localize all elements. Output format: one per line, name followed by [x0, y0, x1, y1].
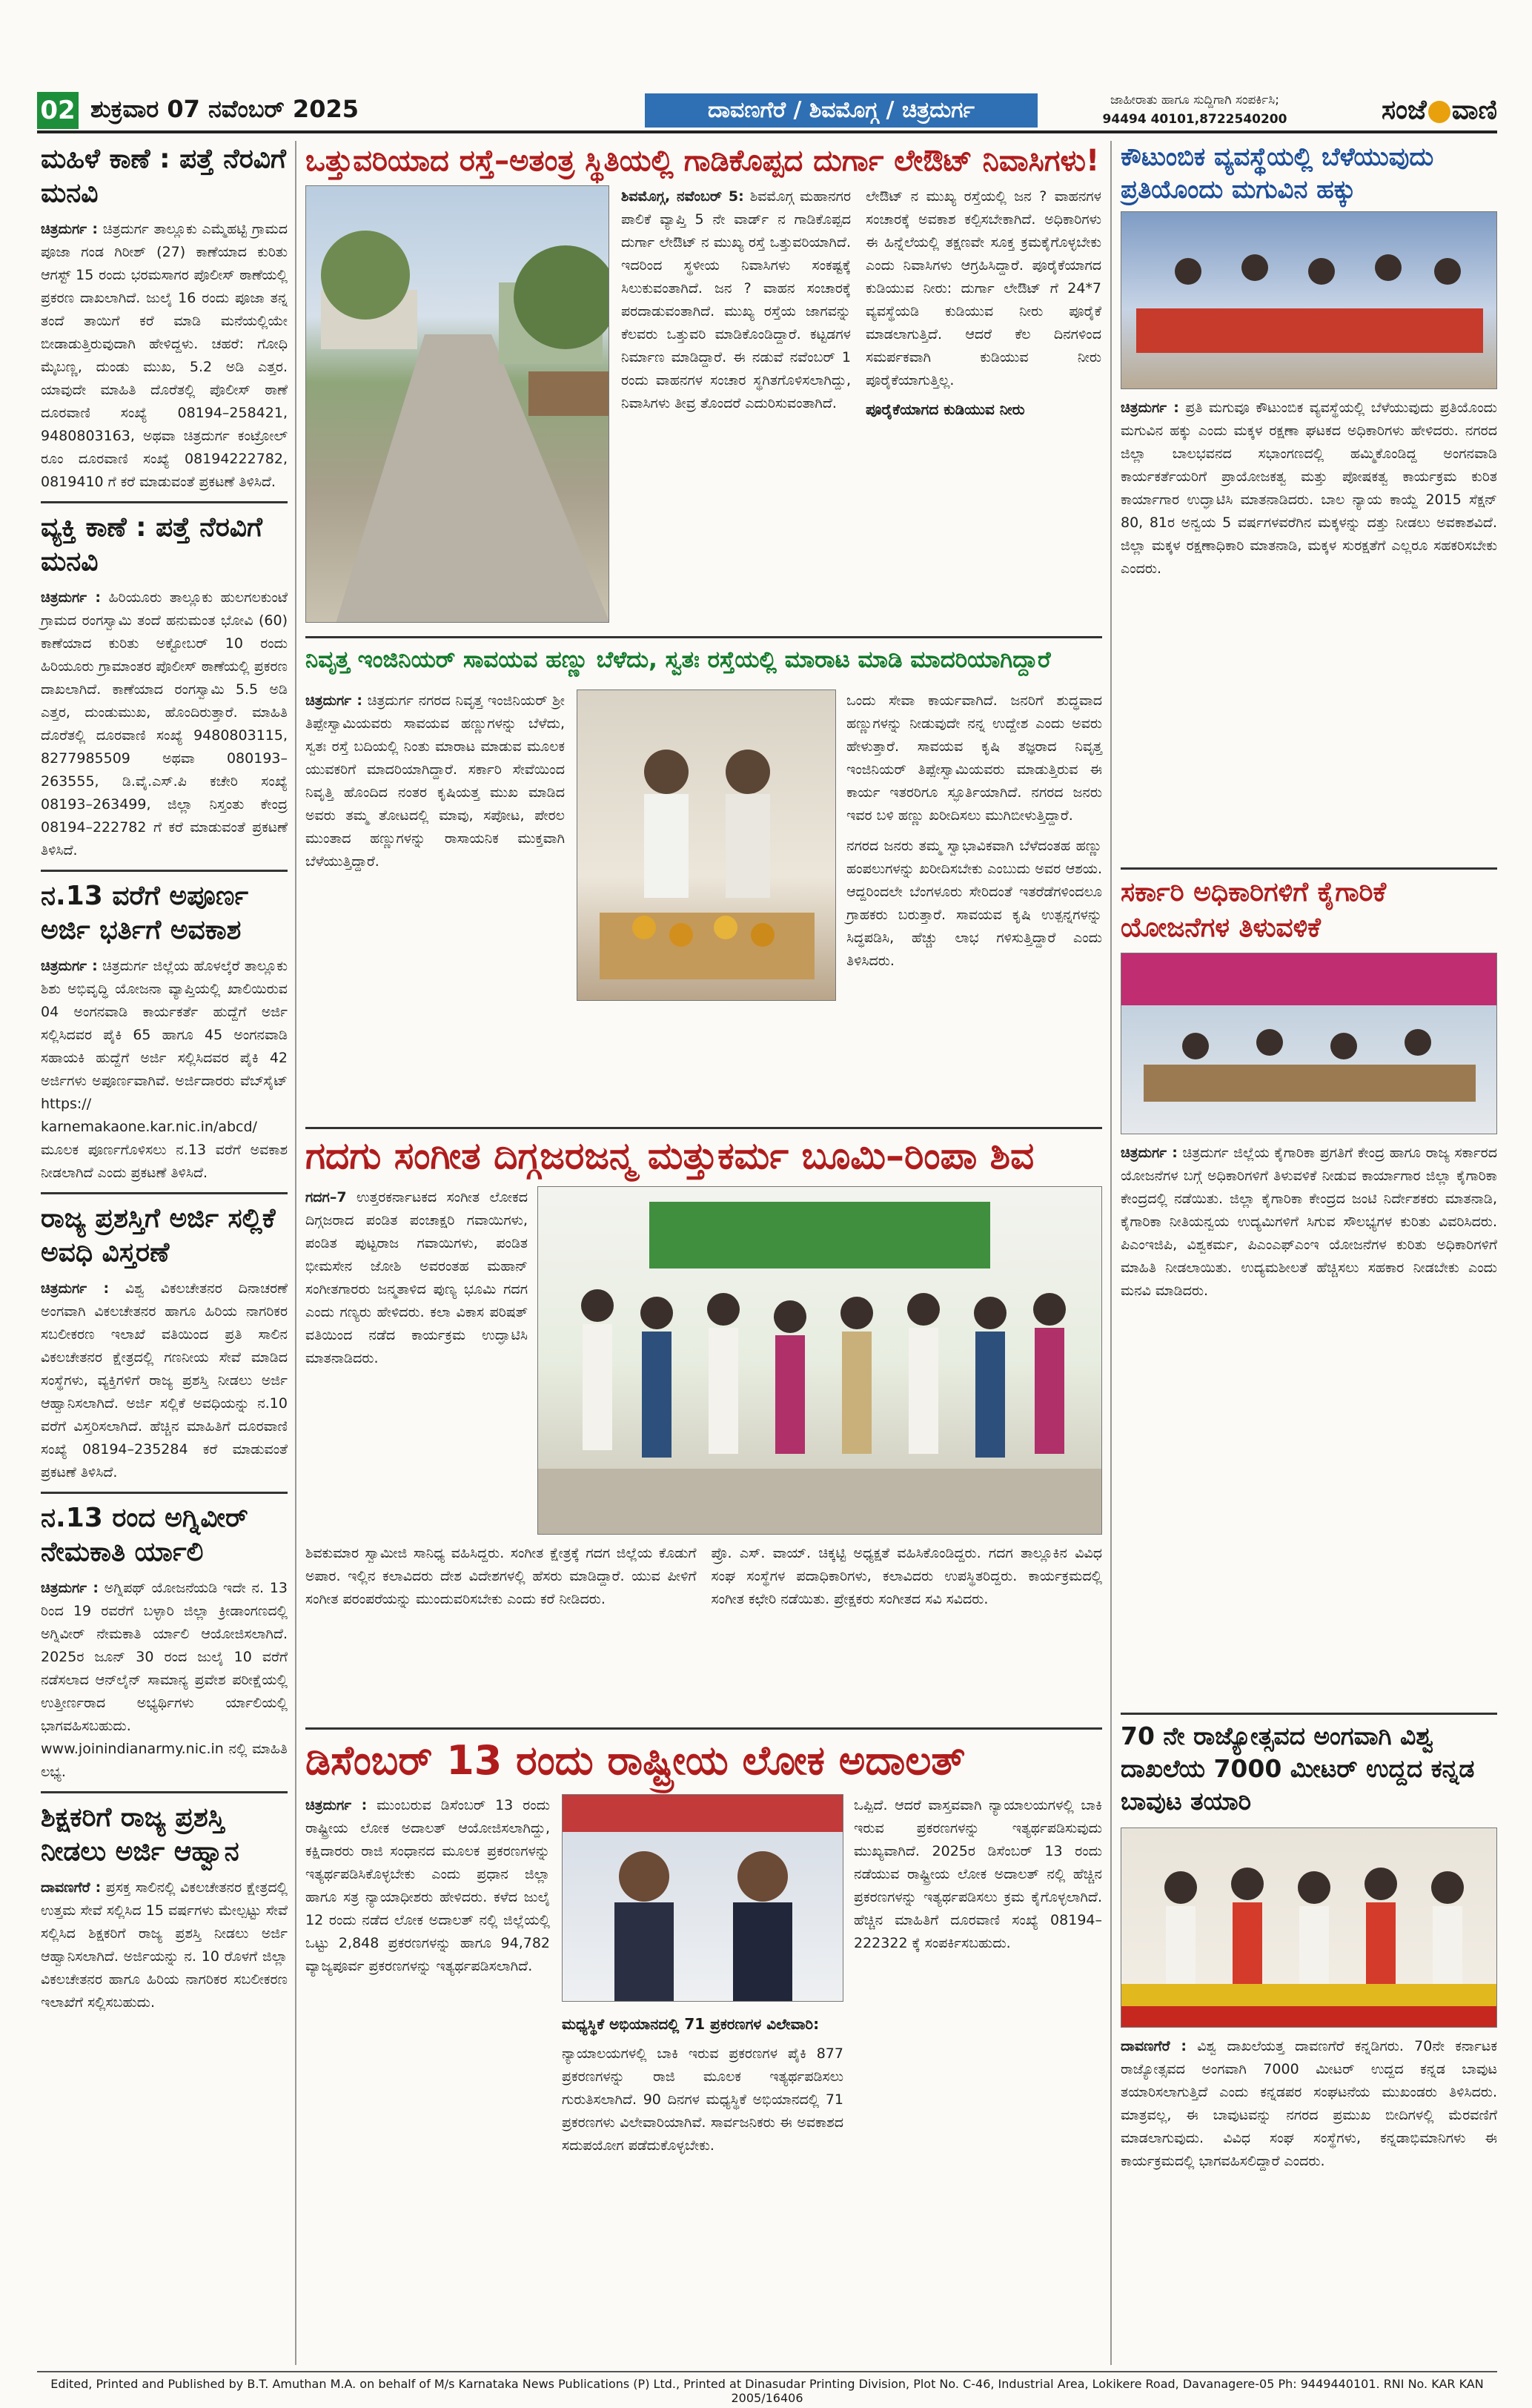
- ad-contact-line2: 94494 40101,8722540200: [1102, 112, 1287, 127]
- story4-col-1: [305, 1794, 550, 1978]
- article-text: ಚಿತ್ರದುರ್ಗ ತಾಲ್ಲೂಕು ಎಮ್ಮೆಹಟ್ಟಿ ಗ್ರಾಮದ ಪೂಜಾ ಗಂಡ ಗಿರೀಶ್ (27) ಕಾಣೆಯಾದ ಕುರಿತು ಆಗಸ್ಟ್ 15 ರಂದು ಭರಮಸಾಗರ ಪೊಲೀಸ್ ಠಾಣೆಯಲ್ಲಿ ಪ್ರಕರಣ ದಾಖಲಾಗಿದೆ. ಜುಲೈ 16 ರಂದು ಪೂಜಾ ತನ್ನ ತಂದೆ ತಾಯಿಗೆ ಕರೆ ಮಾಡಿ ಮನೆಯಲ್ಲಿಯೇ ಬೀಡಾಡುತ್ತಿರುವುದಾಗಿ ಹೇಳಿದ್ದಳು. ಚಹರೆ: ಗೋಧಿ ಮೈಬಣ್ಣ, ದುಂಡು ಮುಖ, 5.2 ಅಡಿ ಎತ್ತರ. ಯಾವುದೇ ಮಾಹಿತಿ ದೊರೆತಲ್ಲಿ ಪೊಲೀಸ್ ಠಾಣೆ ದೂರವಾಣಿ ಸಂಖ್ಯೆ 08194–258421, 9480803163, ಅಥವಾ ಚಿತ್ರದುರ್ಗ ಕಂಟ್ರೋಲ್ ರೂಂ ದೂರವಾಣಿ ಸಂಖ್ಯೆ 08194222782, 0819410 ಗೆ ಕರೆ ಮಾಡುವಂತೆ ಪ್ರಕಟಣೆ ತಿಳಿಸಿದೆ.: [41, 221, 288, 490]
- story2: [305, 644, 1102, 676]
- dateline: ಚಿತ್ರದುರ್ಗ :: [305, 1797, 368, 1813]
- article-headline: ವ್ಯಕ್ತಿ ಕಾಣೆ : ಪತ್ತೆ ನೆರವಿಗೆ ಮನವಿ: [41, 512, 262, 577]
- logo-left-text: ಸಂಜೆ: [1381, 94, 1427, 125]
- article-text: ಅಗ್ನಿಪಥ್ ಯೋಜನೆಯಡಿ ಇದೇ ನ. 13 ರಿಂದ 19 ರವರೆಗೆ ಬಳ್ಳಾರಿ ಜಿಲ್ಲಾ ಕ್ರೀಡಾಂಗಣದಲ್ಲಿ ಅಗ್ನಿವೀರ್ ನೇಮಕಾತಿ ರ್ಯಾಲಿ ಆಯೋಜಿಸಲಾಗಿದೆ. 2025ರ ಜೂನ್ 30 ರಂದ ಜುಲೈ 10 ವರೆಗೆ ನಡೆಸಲಾದ ಆನ್‍ಲೈನ್ ಸಾಮಾನ್ಯ ಪ್ರವೇಶ ಪರೀಕ್ಷೆಯಲ್ಲಿ ಉತ್ತೀರ್ಣರಾದ ಅಭ್ಯರ್ಥಿಗಳು ರ್ಯಾಲಿಯಲ್ಲಿ ಭಾಗವಹಿಸಬಹುದು. www.joinindianarmy.nic.in ನಲ್ಲಿ ಮಾಹಿತಿ ಲಭ್ಯ.: [41, 1580, 288, 1780]
- court-photo: [562, 1794, 843, 2002]
- flag-photo: [1121, 1828, 1497, 2028]
- issue-date: ಶುಕ್ರವಾರ 07 ನವೆಂಬರ್ 2025: [90, 95, 359, 123]
- workshop-photo: [1121, 211, 1497, 389]
- article-headline: ಸರ್ಕಾರಿ ಅಧಿಕಾರಿಗಳಿಗೆ ಕೈಗಾರಿಕೆ ಯೋಜನೆಗಳ ತಿಳುವಳಿಕೆ: [1121, 877, 1387, 943]
- article-text: ಮುಂಬರುವ ಡಿಸೆಂಬರ್ 13 ರಂದು ರಾಷ್ಟ್ರೀಯ ಲೋಕ ಅದಾಲತ್ ಆಯೋಜಿಸಲಾಗಿದ್ದು, ಕಕ್ಷಿದಾರರು ರಾಜಿ ಸಂಧಾನದ ಮೂಲಕ ಪ್ರಕರಣಗಳನ್ನು ಇತ್ಯರ್ಥಪಡಿಸಿಕೊಳ್ಳಬೇಕು ಎಂದು ಪ್ರಧಾನ ಜಿಲ್ಲಾ ಹಾಗೂ ಸತ್ರ ನ್ಯಾಯಾಧೀಶರು ಹೇಳಿದರು. ಕಳೆದ ಜುಲೈ 12 ರಂದು ನಡೆದ ಲೋಕ ಅದಾಲತ್ ನಲ್ಲಿ ಜಿಲ್ಲೆಯಲ್ಲಿ ಒಟ್ಟು 2,848 ಪ್ರಕರಣಗಳನ್ನು ಹಾಗೂ 94,782 ವ್ಯಾಜ್ಯಪೂರ್ವ ಪ್ರಕರಣಗಳನ್ನು ಇತ್ಯರ್ಥಪಡಿಸಲಾಗಿದೆ.: [305, 1797, 550, 1974]
- article-text: ಒಂದು ಸೇವಾ ಕಾರ್ಯವಾಗಿದೆ. ಜನರಿಗೆ ಶುದ್ಧವಾದ ಹಣ್ಣುಗಳನ್ನು ನೀಡುವುದೇ ನನ್ನ ಉದ್ದೇಶ ಎಂದು ಅವರು ಹೇಳುತ್ತಾರೆ. ಸಾವಯವ ಕೃಷಿ ತಜ್ಞರಾದ ನಿವೃತ್ತ ಇಂಜಿನಿಯರ್ ತಿಪ್ಪೇಸ್ವಾಮಿಯವರು ಮಾಡುತ್ತಿರುವ ಈ ಕಾರ್ಯ ಇತರರಿಗೂ ಸ್ಫೂರ್ತಿಯಾಗಿದೆ. ನಗರದ ಜನರು ಇವರ ಬಳಿ ಹಣ್ಣು ಖರೀದಿಸಲು ಮುಗಿಬೀಳುತ್ತಿದ್ದಾರೆ.: [846, 692, 1102, 824]
- ad-contact-line1: ಜಾಹೀರಾತು ಹಾಗೂ ಸುದ್ದಿಗಾಗಿ ಸಂಪರ್ಕಿಸಿ;: [1110, 93, 1279, 108]
- people-illustration: [577, 690, 836, 1001]
- page-number: 02: [37, 92, 79, 129]
- article-headline: ಒತ್ತುವರಿಯಾದ ರಸ್ತೆ–ಅತಂತ್ರ ಸ್ಥಿತಿಯಲ್ಲಿ ಗಾಡಿಕೊಪ್ಪದ ದುರ್ಗಾ ಲೇಔಟ್ ನಿವಾಸಿಗಳು!: [305, 144, 1100, 178]
- article-text: ಉತ್ತರಕರ್ನಾಟಕದ ಸಂಗೀತ ಲೋಕದ ದಿಗ್ಗಜರಾದ ಪಂಡಿತ ಪಂಚಾಕ್ಷರಿ ಗವಾಯಿಗಳು, ಪಂಡಿತ ಪುಟ್ಟರಾಜ ಗವಾಯಿಗಳು, ಪಂಡಿತ ಭೀಮಸೇನ ಜೋಶಿ ಅವರಂತಹ ಮಹಾನ್ ಸಂಗೀತಗಾರರು ಜನ್ಮತಾಳಿದ ಪುಣ್ಯ ಭೂಮಿ ಗದಗ ಎಂದು ಗಣ್ಯರು ಹೇಳಿದರು. ಕಲಾ ವಿಕಾಸ ಪರಿಷತ್ ವತಿಯಿಂದ ನಡೆದ ಕಾರ್ಯಕ್ರಮ ಉದ್ಘಾಟಿಸಿ ಮಾತನಾಡಿದರು.: [305, 1189, 528, 1366]
- article-text: ಪ್ರಸಕ್ತ ಸಾಲಿನಲ್ಲಿ ವಿಕಲಚೇತನರ ಕ್ಷೇತ್ರದಲ್ಲಿ ಉತ್ತಮ ಸೇವೆ ಸಲ್ಲಿಸಿದ 15 ವರ್ಷಗಳು ಮೇಲ್ಪಟ್ಟು ಸೇವೆ ಸಲ್ಲಿಸಿದ ಶಿಕ್ಷಕರಿಗೆ ರಾಜ್ಯ ಪ್ರಶಸ್ತಿ ನೀಡಲು ಅರ್ಜಿ ಆಹ್ವಾನಿಸಲಾಗಿದೆ. ಅರ್ಜಿಯನ್ನು ನ. 10 ರೊಳಗೆ ಜಿಲ್ಲಾ ವಿಕಲಚೇತನರ ಹಾಗೂ ಹಿರಿಯ ನಾಗರಿಕರ ಸಬಲೀಕರಣ ಇಲಾಖೆಗೆ ಸಲ್ಲಿಸಬಹುದು.: [41, 1879, 288, 2011]
- article-headline: ಮಹಿಳೆ ಕಾಣೆ : ಪತ್ತೆ ನೆರವಿಗೆ ಮನವಿ: [41, 144, 286, 208]
- dateline: ಚಿತ್ರದುರ್ಗ :: [41, 1580, 99, 1596]
- right-mid-body: [1121, 1142, 1497, 1303]
- article-body: [621, 185, 851, 415]
- stage-illustration: [1121, 212, 1497, 389]
- article-body: [1121, 2035, 1497, 2173]
- dateline: ಚಿತ್ರದುರ್ಗ :: [305, 692, 362, 709]
- article-body: [41, 586, 288, 862]
- article-text: ಲೇಔಟ್ ನ ಮುಖ್ಯ ರಸ್ತೆಯಲ್ಲಿ ಜನ ? ವಾಹನಗಳ ಸಂಚಾರಕ್ಕೆ ಅವಕಾಶ ಕಲ್ಪಿಸಬೇಕಾಗಿದೆ. ಅಧಿಕಾರಿಗಳು ಈ ಹಿನ್ನೆಲೆಯಲ್ಲಿ ತಕ್ಷಣವೇ ಸೂಕ್ತ ಕ್ರಮಕೈಗೊಳ್ಳಬೇಕು ಎಂದು ನಿವಾಸಿಗಳು ಆಗ್ರಹಿಸಿದ್ದಾರೆ. ಪೂರೈಕೆಯಾಗದ ಕುಡಿಯುವ ನೀರು: ದುರ್ಗಾ ಲೇಔಟ್ ಗೆ 24*7 ವ್ಯವಸ್ಥೆಯಡಿ ಕುಡಿಯುವ ನೀರು ಪೂರೈಕೆ ಮಾಡಲಾಗುತ್ತಿದೆ. ಆದರೆ ಕೆಲ ದಿನಗಳಿಂದ ಸಮರ್ಪಕವಾಗಿ ಕುಡಿಯುವ ನೀರು ಪೂರೈಕೆಯಾಗುತ್ತಿಲ್ಲ.: [866, 188, 1101, 388]
- masthead: [37, 89, 1497, 133]
- divider: [41, 501, 288, 503]
- dateline: ಶಿವಮೊಗ್ಗ, ನವೆಂಬರ್ 5:: [621, 188, 744, 205]
- article-text: ಚಿತ್ರದುರ್ಗ ಜಿಲ್ಲೆಯ ಕೈಗಾರಿಕಾ ಪ್ರಗತಿಗೆ ಕೇಂದ್ರ ಹಾಗೂ ರಾಜ್ಯ ಸರ್ಕಾರದ ಯೋಜನೆಗಳ ಬಗ್ಗೆ ಅಧಿಕಾರಿಗಳಿಗೆ ತಿಳುವಳಿಕೆ ನೀಡುವ ಕಾರ್ಯಾಗಾರ ಜಿಲ್ಲಾ ಕೈಗಾರಿಕಾ ಕೇಂದ್ರದಲ್ಲಿ ನಡೆಯಿತು. ಜಿಲ್ಲಾ ಕೈಗಾರಿಕಾ ಕೇಂದ್ರದ ಜಂಟಿ ನಿರ್ದೇಶಕರು ಮಾತನಾಡಿ, ಕೈಗಾರಿಕಾ ನೀತಿಯನ್ವಯ ಉದ್ಯಮಿಗಳಿಗೆ ಸಿಗುವ ಸೌಲಭ್ಯಗಳ ಕುರಿತು ವಿವರಿಸಿದರು. ಪಿಎಂಇಜಿಪಿ, ವಿಶ್ವಕರ್ಮ, ಪಿಎಂಎಫ್‍ಎಂಇ ಯೋಜನೆಗಳ ಕುರಿತು ಅಧಿಕಾರಿಗಳಿಗೆ ಮಾಹಿತಿ ನೀಡಲಾಯಿತು. ಉದ್ಯಮಶೀಲತೆ ಹೆಚ್ಚಿಸಲು ಸಹಕಾರ ನೀಡಬೇಕು ಎಂದು ಮನವಿ ಮಾಡಿದರು.: [1121, 1145, 1497, 1299]
- article-headline: 70 ನೇ ರಾಜ್ಯೋತ್ಸವದ ಅಂಗವಾಗಿ ವಿಶ್ವ ದಾಖಲೆಯ 7000 ಮೀಟರ್ ಉದ್ದದ ಕನ್ನಡ ಬಾವುಟ ತಯಾರಿ: [1121, 1721, 1475, 1816]
- story3: [305, 1133, 1102, 1179]
- divider: [41, 1791, 288, 1793]
- article-body: [41, 955, 288, 1185]
- column-rule: [295, 141, 296, 2365]
- article-body: [1121, 1142, 1497, 1303]
- article-headline: ನ.13 ರಂದ ಅಗ್ನಿವೀರ್ ನೇಮಕಾತಿ ರ್ಯಾಲಿ: [41, 1503, 248, 1567]
- subheading: ಮಧ್ಯಸ್ಥಿಕೆ ಅಭಿಯಾನದಲ್ಲಿ 71 ಪ್ರಕರಣಗಳ ವಿಲೇವಾರಿ:: [562, 2015, 820, 2033]
- story2-col-1: [305, 689, 565, 873]
- edition-banner: ದಾವಣಗೆರೆ / ಶಿವಮೊಗ್ಗ / ಚಿತ್ರದುರ್ಗ: [645, 93, 1038, 128]
- training-photo: [1121, 953, 1497, 1134]
- right-mid-story: [1121, 875, 1497, 946]
- dateline: ಚಿತ್ರದುರ್ಗ :: [41, 958, 98, 974]
- lead-col-2: [866, 185, 1101, 420]
- imprint-footer: Edited, Printed and Published by B.T. Amuthan M.A. on behalf of M/s Karnataka News Publications (P) Ltd., Printed at Dinasudar Printing Division, Plot No. C-46, Industrial Area, Lokikere Road, Davanagere-05 Ph: 9449440101. RNI No. KAR KAN 2005/16406: [37, 2371, 1497, 2405]
- article-headline: ರಾಜ್ಯ ಪ್ರಶಸ್ತಿಗೆ ಅರ್ಜಿ ಸಲ್ಲಿಕೆ ಅವಧಿ ವಿಸ್ತರಣೆ: [41, 1203, 276, 1268]
- road-photo: [305, 185, 609, 623]
- road-illustration: [306, 186, 609, 623]
- divider: [41, 1492, 288, 1494]
- article-body: [1121, 397, 1497, 580]
- article-headline: ಗದಗು ಸಂಗೀತ ದಿಗ್ಗಜರಜನ್ಮ ಮತ್ತುಕರ್ಮ ಬೂಮಿ–ರಿಂಪಾ ಶಿವ: [305, 1134, 1035, 1177]
- logo-right-text: ವಾಣಿ: [1451, 94, 1497, 125]
- article-body: [305, 1794, 550, 1978]
- story3-col-1: [305, 1186, 528, 1370]
- article-text: ಪ್ರತಿ ಮಗುವೂ ಕೌಟುಂಬಿಕ ವ್ಯವಸ್ಥೆಯಲ್ಲಿ ಬೆಳೆಯುವುದು ಪ್ರತಿಯೊಂದು ಮಗುವಿನ ಹಕ್ಕು ಎಂದು ಮಕ್ಕಳ ರಕ್ಷಣಾ ಘಟಕದ ಅಧಿಕಾರಿಗಳು ಹೇಳಿದರು. ನಗರದ ಜಿಲ್ಲಾ ಬಾಲಭವನದ ಸಭಾಂಗಣದಲ್ಲಿ ಹಮ್ಮಿಕೊಂಡಿದ್ದ ಅಂಗನವಾಡಿ ಕಾರ್ಯಕರ್ತೆಯರಿಗೆ ಪ್ರಾಯೋಜಕತ್ವ ಮತ್ತು ಪೋಷಕತ್ವ ಕಾರ್ಯಕ್ರಮ ಕುರಿತ ಕಾರ್ಯಾಗಾರ ಉದ್ಘಾಟಿಸಿ ಮಾತನಾಡಿದರು. ಬಾಲ ನ್ಯಾಯ ಕಾಯ್ದೆ 2015 ಸೆಕ್ಷನ್ 80, 81ರ ಅನ್ವಯ 5 ವರ್ಷಗಳವರೆಗಿನ ಮಕ್ಕಳನ್ನು ದತ್ತು ನೀಡಲು ಅವಕಾಶವಿದೆ. ಜಿಲ್ಲಾ ಮಕ್ಕಳ ರಕ್ಷಣಾಧಿಕಾರಿ ಮಾತನಾಡಿ, ಮಕ್ಕಳ ಸುರಕ್ಷತೆಗೆ ಎಲ್ಲರೂ ಸಹಕರಿಸಬೇಕು ಎಂದರು.: [1121, 400, 1497, 577]
- subheading: ಪೂರೈಕೆಯಾಗದ ಕುಡಿಯುವ ನೀರು: [866, 400, 1025, 418]
- dateline: ಗದಗ–7: [305, 1189, 347, 1205]
- article-text: ಹಿರಿಯೂರು ತಾಲ್ಲೂಕು ಹುಲಗಲಕುಂಟೆ ಗ್ರಾಮದ ರಂಗಸ್ವಾಮಿ ತಂದೆ ಹನುಮಂತ ಭೋವಿ (60) ಕಾಣೆಯಾದ ಕುರಿತು ಅಕ್ಟೋಬರ್ 10 ರಂದು ಹಿರಿಯೂರು ಗ್ರಾಮಾಂತರ ಪೊಲೀಸ್ ಠಾಣೆಯಲ್ಲಿ ಪ್ರಕರಣ ದಾಖಲಾಗಿದೆ. ಕಾಣೆಯಾದ ರಂಗಸ್ವಾಮಿ 5.5 ಅಡಿ ಎತ್ತರ, ದುಂಡುಮುಖ, ಹೊಂದಿರುತ್ತಾರೆ. ಮಾಹಿತಿ ದೊರೆತಲ್ಲಿ ದೂರವಾಣಿ ಸಂಖ್ಯೆ 9480803115, 8277985509 ಅಥವಾ 080193–263555, ಡಿ.ವೈ.ಎಸ್.ಪಿ ಕಚೇರಿ ಸಂಖ್ಯೆ 08193–263499, ಜಿಲ್ಲಾ ನಿಸ್ತಂತು ಕೇಂದ್ರ 08194–222782 ಗೆ ಕರೆ ಮಾಡುವಂತೆ ಪ್ರಕಟಣೆ ತಿಳಿಸಿದೆ.: [41, 589, 288, 859]
- story4-col-3: [854, 1794, 1102, 1955]
- divider: [41, 870, 288, 872]
- flag-illustration: [1121, 1828, 1497, 2028]
- article-text: ಒಪ್ಪಿದೆ. ಆದರೆ ವಾಸ್ತವವಾಗಿ ನ್ಯಾಯಾಲಯಗಳಲ್ಲಿ ಬಾಕಿ ಇರುವ ಪ್ರಕರಣಗಳನ್ನು ಇತ್ಯರ್ಥಪಡಿಸುವುದು ಮುಖ್ಯವಾಗಿದೆ. 2025ರ ಡಿಸೆಂಬರ್ 13 ರಂದು ನಡೆಯುವ ರಾಷ್ಟ್ರೀಯ ಲೋಕ ಅದಾಲತ್ ನಲ್ಲಿ ಹೆಚ್ಚಿನ ಪ್ರಕರಣಗಳನ್ನು ಇತ್ಯರ್ಥಪಡಿಸಲು ಕ್ರಮ ಕೈಗೊಳ್ಳಲಾಗಿದೆ. ಹೆಚ್ಚಿನ ಮಾಹಿತಿಗೆ ದೂರವಾಣಿ ಸಂಖ್ಯೆ 08194–222322 ಕ್ಕೆ ಸಂಪರ್ಕಿಸಬಹುದು.: [854, 1797, 1102, 1951]
- lead-story: [305, 141, 1102, 181]
- ad-contact: [1054, 90, 1336, 129]
- dateline: ಚಿತ್ರದುರ್ಗ :: [1121, 400, 1179, 416]
- divider: [1121, 867, 1497, 870]
- article-body: [305, 1186, 528, 1370]
- divider: [305, 1727, 1102, 1730]
- dateline: ಚಿತ್ರದುರ್ಗ :: [41, 221, 99, 237]
- meeting-illustration: [1121, 953, 1497, 1134]
- right-top-story: [1121, 141, 1497, 206]
- event-photo: [537, 1186, 1102, 1535]
- story2-col-2: [846, 689, 1102, 973]
- article-headline: ನಿವೃತ್ತ ಇಂಜಿನಿಯರ್ ಸಾವಯವ ಹಣ್ಣು ಬೆಳೆದು, ಸ್ವತಃ ರಸ್ತೆಯಲ್ಲಿ ಮಾರಾಟ ಮಾಡಿ ಮಾದರಿಯಾಗಿದ್ದಾರೆ: [305, 646, 1051, 673]
- dateline: ದಾವಣಗೆರೆ :: [41, 1879, 102, 1896]
- article-body: [41, 1577, 288, 1784]
- group-illustration: [538, 1187, 1102, 1535]
- dateline: ಚಿತ್ರದುರ್ಗ :: [41, 1280, 110, 1297]
- farmers-photo: [577, 689, 836, 1001]
- divider: [305, 636, 1102, 638]
- newspaper-logo: [1349, 89, 1497, 130]
- article-body: [41, 218, 288, 494]
- article-headline: ಡಿಸೆಂಬರ್ 13 ರಂದು ರಾಷ್ಟ್ರೀಯ ಲೋಕ ಅದಾಲತ್: [305, 1737, 966, 1784]
- story4-col-2: [562, 2013, 843, 2157]
- officials-illustration: [563, 1795, 843, 2002]
- column-rule: [1110, 141, 1112, 2365]
- dateline: ದಾವಣಗೆರೆ :: [1121, 2038, 1187, 2054]
- right-top-body: [1121, 397, 1497, 580]
- sun-icon: [1428, 101, 1450, 123]
- right-bottom-story: [1121, 1720, 1497, 1818]
- article-text: ಚಿತ್ರದುರ್ಗ ನಗರದ ನಿವೃತ್ತ ಇಂಜಿನಿಯರ್ ಶ್ರೀ ತಿಪ್ಪೇಸ್ವಾಮಿಯವರು ಸಾವಯವ ಹಣ್ಣುಗಳನ್ನು ಬೆಳೆದು, ಸ್ವತಃ ರಸ್ತೆ ಬದಿಯಲ್ಲಿ ನಿಂತು ಮಾರಾಟ ಮಾಡುವ ಮೂಲಕ ಯುವಕರಿಗೆ ಮಾದರಿಯಾಗಿದ್ದಾರೆ. ಸರ್ಕಾರಿ ಸೇವೆಯಿಂದ ನಿವೃತ್ತಿ ಹೊಂದಿದ ನಂತರ ಕೃಷಿಯತ್ತ ಮುಖ ಮಾಡಿದ ಅವರು ತಮ್ಮ ತೋಟದಲ್ಲಿ ಮಾವು, ಸಪೋಟ, ಪೇರಲ ಮುಂತಾದ ಹಣ್ಣುಗಳನ್ನು ರಾಸಾಯನಿಕ ಮುಕ್ತವಾಗಿ ಬೆಳೆಯುತ್ತಿದ್ದಾರೆ.: [305, 692, 565, 870]
- dateline: ಚಿತ್ರದುರ್ಗ :: [41, 589, 101, 606]
- article-text: ಶಿವಮೊಗ್ಗ ಮಹಾನಗರ ಪಾಲಿಕೆ ವ್ಯಾಪ್ತಿ 5 ನೇ ವಾರ್ಡ್ ನ ಗಾಡಿಕೊಪ್ಪದ ದುರ್ಗಾ ಲೇಔಟ್ ನ ಮುಖ್ಯ ರಸ್ತೆ ಒತ್ತುವರಿಯಾಗಿದೆ. ಇದರಿಂದ ಸ್ಥಳೀಯ ನಿವಾಸಿಗಳು ಸಂಕಷ್ಟಕ್ಕೆ ಸಿಲುಕುವಂತಾಗಿದೆ. ಜನ ? ವಾಹನ ಸಂಚಾರಕ್ಕೆ ಪರದಾಡುವಂತಾಗಿದೆ. ಮುಖ್ಯ ರಸ್ತೆಯ ಜಾಗವನ್ನು ಕೆಲವರು ಒತ್ತುವರಿ ಮಾಡಿಕೊಂಡಿದ್ದಾರೆ. ಕಟ್ಟಡಗಳ ನಿರ್ಮಾಣ ಮಾಡಿದ್ದಾರೆ. ಈ ನಡುವೆ ನವೆಂಬರ್ 1 ರಂದು ವಾಹನಗಳ ಸಂಚಾರ ಸ್ಥಗಿತಗೊಳಿಸಲಾಗಿದ್ದು, ನಿವಾಸಿಗಳು ತೀವ್ರ ತೊಂದರೆ ಎದುರಿಸುವಂತಾಗಿದೆ.: [621, 188, 851, 411]
- article-text: ವಿಶ್ವ ವಿಕಲಚೇತನರ ದಿನಾಚರಣೆ ಅಂಗವಾಗಿ ವಿಕಲಚೇತನರ ಹಾಗೂ ಹಿರಿಯ ನಾಗರಿಕರ ಸಬಲೀಕರಣ ಇಲಾಖೆ ವತಿಯಿಂದ ಪ್ರತಿ ಸಾಲಿನ ವಿಕಲಚೇತನರ ಕ್ಷೇತ್ರದಲ್ಲಿ ಗಣನೀಯ ಸೇವೆ ಮಾಡಿದ ಸಂಸ್ಥೆಗಳು, ವ್ಯಕ್ತಿಗಳಿಗೆ ರಾಜ್ಯ ಪ್ರಶಸ್ತಿ ನೀಡಲು ಅರ್ಜಿ ಆಹ್ವಾನಿಸಲಾಗಿದೆ. ಅರ್ಜಿ ಸಲ್ಲಿಕೆ ಅವಧಿಯನ್ನು ನ.10 ವರೆಗೆ ವಿಸ್ತರಿಸಲಾಗಿದೆ. ಹೆಚ್ಚಿನ ಮಾಹಿತಿಗೆ ದೂರವಾಣಿ ಸಂಖ್ಯೆ 08194–235284 ಕರೆ ಮಾಡುವಂತೆ ಪ್ರಕಟಣೆ ತಿಳಿಸಿದೆ.: [41, 1280, 288, 1481]
- article-body: [305, 689, 565, 873]
- right-bottom-body: [1121, 2035, 1497, 2173]
- article-headline: ನ.13 ವರೆಗೆ ಅಪೂರ್ಣ ಅರ್ಜಿ ಭರ್ತಿಗೆ ಅವಕಾಶ: [41, 881, 249, 945]
- article-text: ವಿಶ್ವ ದಾಖಲೆಯತ್ತ ದಾವಣಗೆರೆ ಕನ್ನಡಿಗರು. 70ನೇ ಕರ್ನಾಟಕ ರಾಜ್ಯೋತ್ಸವದ ಅಂಗವಾಗಿ 7000 ಮೀಟರ್ ಉದ್ದದ ಕನ್ನಡ ಬಾವುಟ ತಯಾರಿಸಲಾಗುತ್ತಿದೆ ಎಂದು ಕನ್ನಡಪರ ಸಂಘಟನೆಯ ಮುಖಂಡರು ತಿಳಿಸಿದರು. ಮಾತ್ರವಲ್ಲ, ಈ ಬಾವುಟವನ್ನು ನಗರದ ಪ್ರಮುಖ ಬೀದಿಗಳಲ್ಲಿ ಮೆರವಣಿಗೆ ಮಾಡಲಾಗುವುದು. ವಿವಿಧ ಸಂಘ ಸಂಸ್ಥೆಗಳು, ಕನ್ನಡಾಭಿಮಾನಿಗಳು ಈ ಕಾರ್ಯಕ್ರಮದಲ್ಲಿ ಭಾಗವಹಿಸಲಿದ್ದಾರೆ ಎಂದರು.: [1121, 2038, 1498, 2169]
- article-text: ಶಿವಕುಮಾರ ಸ್ವಾಮೀಜಿ ಸಾನಿಧ್ಯ ವಹಿಸಿದ್ದರು. ಸಂಗೀತ ಕ್ಷೇತ್ರಕ್ಕೆ ಗದಗ ಜಿಲ್ಲೆಯ ಕೊಡುಗೆ ಅಪಾರ. ಇಲ್ಲಿನ ಕಲಾವಿದರು ದೇಶ ವಿದೇಶಗಳಲ್ಲಿ ಹೆಸರು ಮಾಡಿದ್ದಾರೆ. ಯುವ ಪೀಳಿಗೆ ಸಂಗೀತ ಪರಂಪರೆಯನ್ನು ಮುಂದುವರಿಸಬೇಕು ಎಂದು ಕರೆ ನೀಡಿದರು.: [305, 1545, 697, 1607]
- article-body: [41, 1277, 288, 1484]
- left-column: [41, 142, 288, 2014]
- story4: [305, 1735, 1102, 1787]
- dateline: ಚಿತ್ರದುರ್ಗ :: [1121, 1145, 1178, 1161]
- divider: [1121, 1713, 1497, 1715]
- article-body: [41, 1876, 288, 2014]
- article-text: ನಗರದ ಜನರು ತಮ್ಮ ಸ್ವಾಭಾವಿಕವಾಗಿ ಬೆಳೆದಂತಹ ಹಣ್ಣು ಹಂಪಲುಗಳನ್ನು ಖರೀದಿಸಬೇಕು ಎಂಬುದು ಅವರ ಆಶಯ. ಆದ್ದರಿಂದಲೇ ಬೆಂಗಳೂರು ಸೇರಿದಂತೆ ಇತರೆಡೆಗಳಿಂದಲೂ ಗ್ರಾಹಕರು ಬರುತ್ತಾರೆ. ಸಾವಯವ ಕೃಷಿ ಉತ್ಪನ್ನಗಳನ್ನು ಸಿದ್ಧಪಡಿಸಿ, ಹೆಚ್ಚು ಲಾಭ ಗಳಿಸುತ್ತಿದ್ದಾರೆ ಎಂದು ತಿಳಿಸಿದರು.: [846, 838, 1102, 969]
- article-headline: ಶಿಕ್ಷಕರಿಗೆ ರಾಜ್ಯ ಪ್ರಶಸ್ತಿ ನೀಡಲು ಅರ್ಜಿ ಆಹ್ವಾನ: [41, 1802, 239, 1867]
- lead-col-1: [621, 185, 851, 415]
- article-headline: ಕೌಟುಂಬಿಕ ವ್ಯವಸ್ಥೆಯಲ್ಲಿ ಬೆಳೆಯುವುದು ಪ್ರತಿಯೊಂದು ಮಗುವಿನ ಹಕ್ಕು: [1121, 142, 1434, 205]
- story3-cols: [305, 1542, 1102, 1611]
- article-text: ಚಿತ್ರದುರ್ಗ ಜಿಲ್ಲೆಯ ಹೊಳಲ್ಕೆರೆ ತಾಲ್ಲೂಕು ಶಿಶು ಅಭಿವೃದ್ಧಿ ಯೋಜನಾ ವ್ಯಾಪ್ತಿಯಲ್ಲಿ ಖಾಲಿಯಿರುವ 04 ಅಂಗನವಾಡಿ ಕಾರ್ಯಕರ್ತೆ ಹುದ್ದೆಗೆ ಅರ್ಜಿ ಸಲ್ಲಿಸಿದವರ ಪೈಕಿ 65 ಹಾಗೂ 45 ಅಂಗನವಾಡಿ ಸಹಾಯಕಿ ಹುದ್ದೆಗೆ ಅರ್ಜಿ ಸಲ್ಲಿಸಿದವರ ಪೈಕಿ 42 ಅರ್ಜಿಗಳು ಅಪೂರ್ಣವಾಗಿವೆ. ಅರ್ಜಿದಾರರು ವೆಬ್‍ಸೈಟ್ https:// karnemakaone.kar.nic.in/abcd/ ಮೂಲಕ ಪೂರ್ಣಗೊಳಿಸಲು ನ.13 ವರೆಗೆ ಅವಕಾಶ ನೀಡಲಾಗಿದೆ ಎಂದು ಪ್ರಕಟಣೆ ತಿಳಿಸಿದೆ.: [41, 958, 288, 1181]
- article-text: ಪ್ರೊ. ಎಸ್. ವಾಯ್. ಚಿಕ್ಕಟ್ಟಿ ಅಧ್ಯಕ್ಷತೆ ವಹಿಸಿಕೊಂಡಿದ್ದರು. ಗದಗ ತಾಲ್ಲೂಕಿನ ವಿವಿಧ ಸಂಘ ಸಂಸ್ಥೆಗಳ ಪದಾಧಿಕಾರಿಗಳು, ಕಲಾವಿದರು ಉಪಸ್ಥಿತರಿದ್ದರು. ಕಾರ್ಯಕ್ರಮದಲ್ಲಿ ಸಂಗೀತ ಕಛೇರಿ ನಡೆಯಿತು. ಪ್ರೇಕ್ಷಕರು ಸಂಗೀತದ ಸವಿ ಸವಿದರು.: [711, 1545, 1102, 1607]
- divider: [41, 1192, 288, 1194]
- article-text: ನ್ಯಾಯಾಲಯಗಳಲ್ಲಿ ಬಾಕಿ ಇರುವ ಪ್ರಕರಣಗಳ ಪೈಕಿ 877 ಪ್ರಕರಣಗಳನ್ನು ರಾಜಿ ಮೂಲಕ ಇತ್ಯರ್ಥಪಡಿಸಲು ಗುರುತಿಸಲಾಗಿದೆ. 90 ದಿನಗಳ ಮಧ್ಯಸ್ಥಿಕೆ ಅಭಿಯಾನದಲ್ಲಿ 71 ಪ್ರಕರಣಗಳು ವಿಲೇವಾರಿಯಾಗಿವೆ. ಸಾರ್ವಜನಿಕರು ಈ ಅವಕಾಶದ ಸದುಪಯೋಗ ಪಡೆದುಕೊಳ್ಳಬೇಕು.: [562, 2045, 843, 2154]
- divider: [305, 1127, 1102, 1129]
